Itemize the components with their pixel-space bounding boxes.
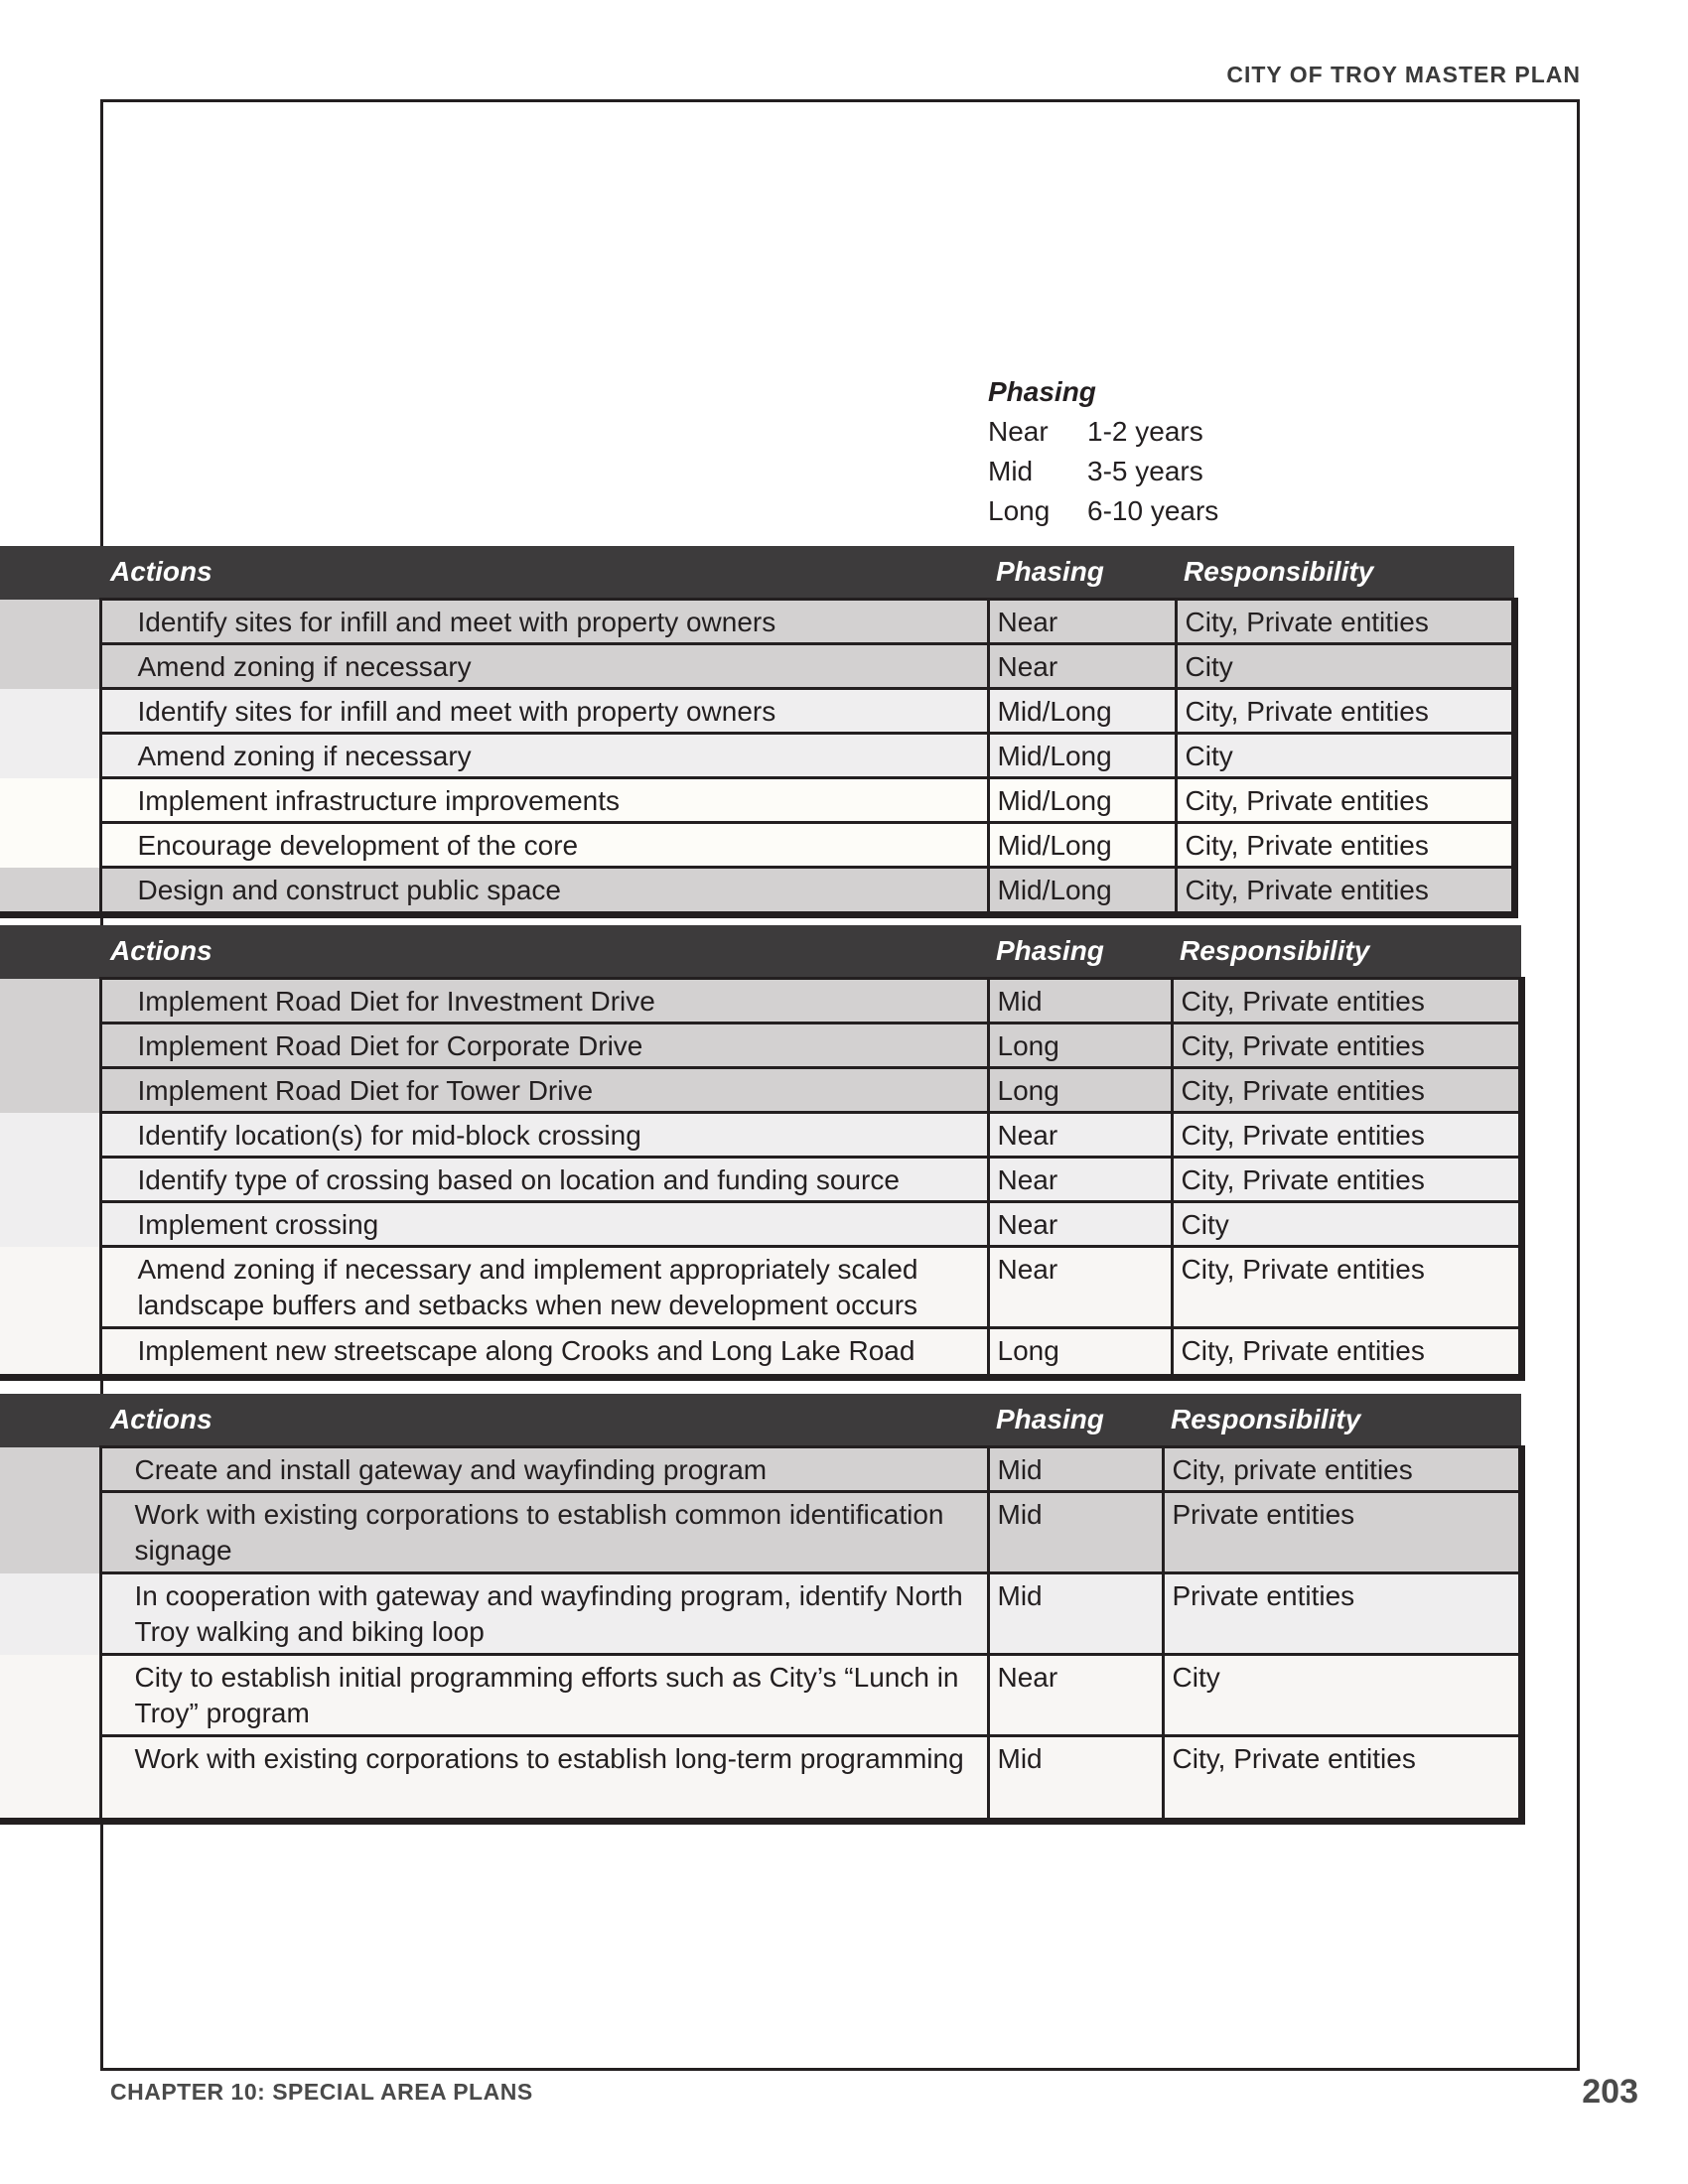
table-row (0, 600, 1514, 644)
action-cell: Create and install gateway and wayfinding program (100, 1447, 988, 1492)
responsibility-cell: City, Private entities (1176, 778, 1514, 823)
action-cell: Implement new streetscape along Crooks and Long Lake Road (100, 1328, 988, 1378)
page-number: 203 (1582, 2073, 1638, 2111)
table-row (0, 1736, 1521, 1822)
phasing-cell: Long (988, 1024, 1172, 1068)
responsibility-cell: City (1172, 1202, 1521, 1247)
table-row (0, 1655, 1521, 1736)
table-row (0, 979, 1521, 1024)
action-cell: Amend zoning if necessary and implement appropriately scaled landscape buffers and setbacks when new development occurs (100, 1247, 988, 1328)
column-header-responsibility: Responsibility (1184, 556, 1374, 587)
phasing-cell: Mid/Long (988, 689, 1176, 734)
action-cell: Identify location(s) for mid-block crossing (100, 1113, 988, 1158)
responsibility-cell: City, Private entities (1172, 1068, 1521, 1113)
table-row (0, 1202, 1521, 1247)
action-cell: Implement infrastructure improvements (100, 778, 988, 823)
responsibility-cell: City, Private entities (1172, 979, 1521, 1024)
table-row (0, 1492, 1521, 1573)
column-header-responsibility: Responsibility (1171, 1404, 1361, 1434)
table-row (0, 1247, 1521, 1328)
table-row (0, 1113, 1521, 1158)
phasing-cell: Near (988, 1202, 1172, 1247)
footer-chapter-title: CHAPTER 10: SPECIAL AREA PLANS (110, 2079, 533, 2105)
phasing-cell: Mid/Long (988, 734, 1176, 778)
phasing-cell: Mid (988, 979, 1172, 1024)
responsibility-cell: City, private entities (1163, 1447, 1521, 1492)
table-row (0, 1024, 1521, 1068)
table-row (0, 734, 1514, 778)
action-cell: Identify type of crossing based on location and funding source (100, 1158, 988, 1202)
responsibility-cell: City, Private entities (1172, 1247, 1521, 1328)
responsibility-cell: Private entities (1163, 1492, 1521, 1573)
column-header-actions: Actions (110, 1404, 212, 1434)
legend-range: 3-5 years (1087, 456, 1203, 486)
action-cell: Implement Road Diet for Corporate Drive (100, 1024, 988, 1068)
table-row (0, 1158, 1521, 1202)
responsibility-cell: City, Private entities (1176, 868, 1514, 915)
phasing-cell: Near (988, 1247, 1172, 1328)
phasing-legend (988, 372, 1218, 531)
phasing-cell: Mid/Long (988, 868, 1176, 915)
phasing-cell: Near (988, 1113, 1172, 1158)
table-row (0, 1068, 1521, 1113)
action-cell: Amend zoning if necessary (100, 734, 988, 778)
responsibility-cell: City (1163, 1655, 1521, 1736)
responsibility-cell: City, Private entities (1172, 1328, 1521, 1378)
phasing-cell: Mid (988, 1447, 1163, 1492)
action-cell: Work with existing corporations to establish common identification signage (100, 1492, 988, 1573)
phasing-cell: Long (988, 1068, 1172, 1113)
responsibility-cell: City (1176, 644, 1514, 689)
responsibility-cell: City (1176, 734, 1514, 778)
table-row (0, 689, 1514, 734)
table-row (0, 823, 1514, 868)
phasing-cell: Mid/Long (988, 823, 1176, 868)
responsibility-cell: City, Private entities (1172, 1113, 1521, 1158)
legend-item (988, 412, 1218, 452)
phasing-cell: Near (988, 1655, 1163, 1736)
table-row (0, 868, 1514, 915)
action-cell: Work with existing corporations to establish long-term programming (100, 1736, 988, 1822)
action-cell: Amend zoning if necessary (100, 644, 988, 689)
page-header-title: CITY OF TROY MASTER PLAN (1226, 62, 1581, 87)
table-row (0, 778, 1514, 823)
responsibility-cell: City, Private entities (1176, 823, 1514, 868)
legend-title: Phasing (988, 376, 1096, 407)
action-cell: Identify sites for infill and meet with property owners (100, 689, 988, 734)
action-cell: Encourage development of the core (100, 823, 988, 868)
legend-term: Near (988, 416, 1049, 447)
responsibility-cell: City, Private entities (1176, 689, 1514, 734)
legend-item (988, 452, 1218, 491)
column-header-phasing: Phasing (996, 556, 1104, 587)
column-header-phasing: Phasing (996, 935, 1104, 966)
legend-term: Mid (988, 456, 1034, 486)
action-cell: Implement Road Diet for Investment Drive (100, 979, 988, 1024)
legend-range: 6-10 years (1087, 495, 1219, 526)
table-row (0, 1328, 1521, 1378)
responsibility-cell: City, Private entities (1172, 1024, 1521, 1068)
phasing-cell: Mid (988, 1736, 1163, 1822)
table-row (0, 1447, 1521, 1492)
responsibility-cell: Private entities (1163, 1573, 1521, 1655)
action-cell: City to establish initial programming efforts such as City’s “Lunch in Troy” program (100, 1655, 988, 1736)
responsibility-cell: City, Private entities (1172, 1158, 1521, 1202)
responsibility-cell: City, Private entities (1176, 600, 1514, 644)
responsibility-cell: City, Private entities (1163, 1736, 1521, 1822)
phasing-cell: Near (988, 600, 1176, 644)
phasing-cell: Long (988, 1328, 1172, 1378)
actions-table-1 (0, 546, 1518, 918)
legend-range: 1-2 years (1087, 416, 1203, 447)
action-cell: Implement crossing (100, 1202, 988, 1247)
table-header-row (0, 925, 1521, 979)
phasing-cell: Near (988, 644, 1176, 689)
actions-table-2 (0, 925, 1525, 1381)
action-cell: Design and construct public space (100, 868, 988, 915)
phasing-cell: Mid (988, 1492, 1163, 1573)
legend-term: Long (988, 495, 1051, 526)
actions-table-3 (0, 1394, 1525, 1825)
table-header-row (0, 546, 1514, 600)
phasing-cell: Mid/Long (988, 778, 1176, 823)
column-header-actions: Actions (110, 935, 212, 966)
table-row (0, 1573, 1521, 1655)
column-header-phasing: Phasing (996, 1404, 1104, 1434)
action-cell: Identify sites for infill and meet with property owners (100, 600, 988, 644)
action-cell: In cooperation with gateway and wayfinding program, identify North Troy walking and biking loop (100, 1573, 988, 1655)
action-cell: Implement Road Diet for Tower Drive (100, 1068, 988, 1113)
column-header-responsibility: Responsibility (1180, 935, 1370, 966)
phasing-cell: Near (988, 1158, 1172, 1202)
table-header-row (0, 1394, 1521, 1447)
legend-item (988, 491, 1218, 531)
column-header-actions: Actions (110, 556, 212, 587)
table-row (0, 644, 1514, 689)
phasing-cell: Mid (988, 1573, 1163, 1655)
